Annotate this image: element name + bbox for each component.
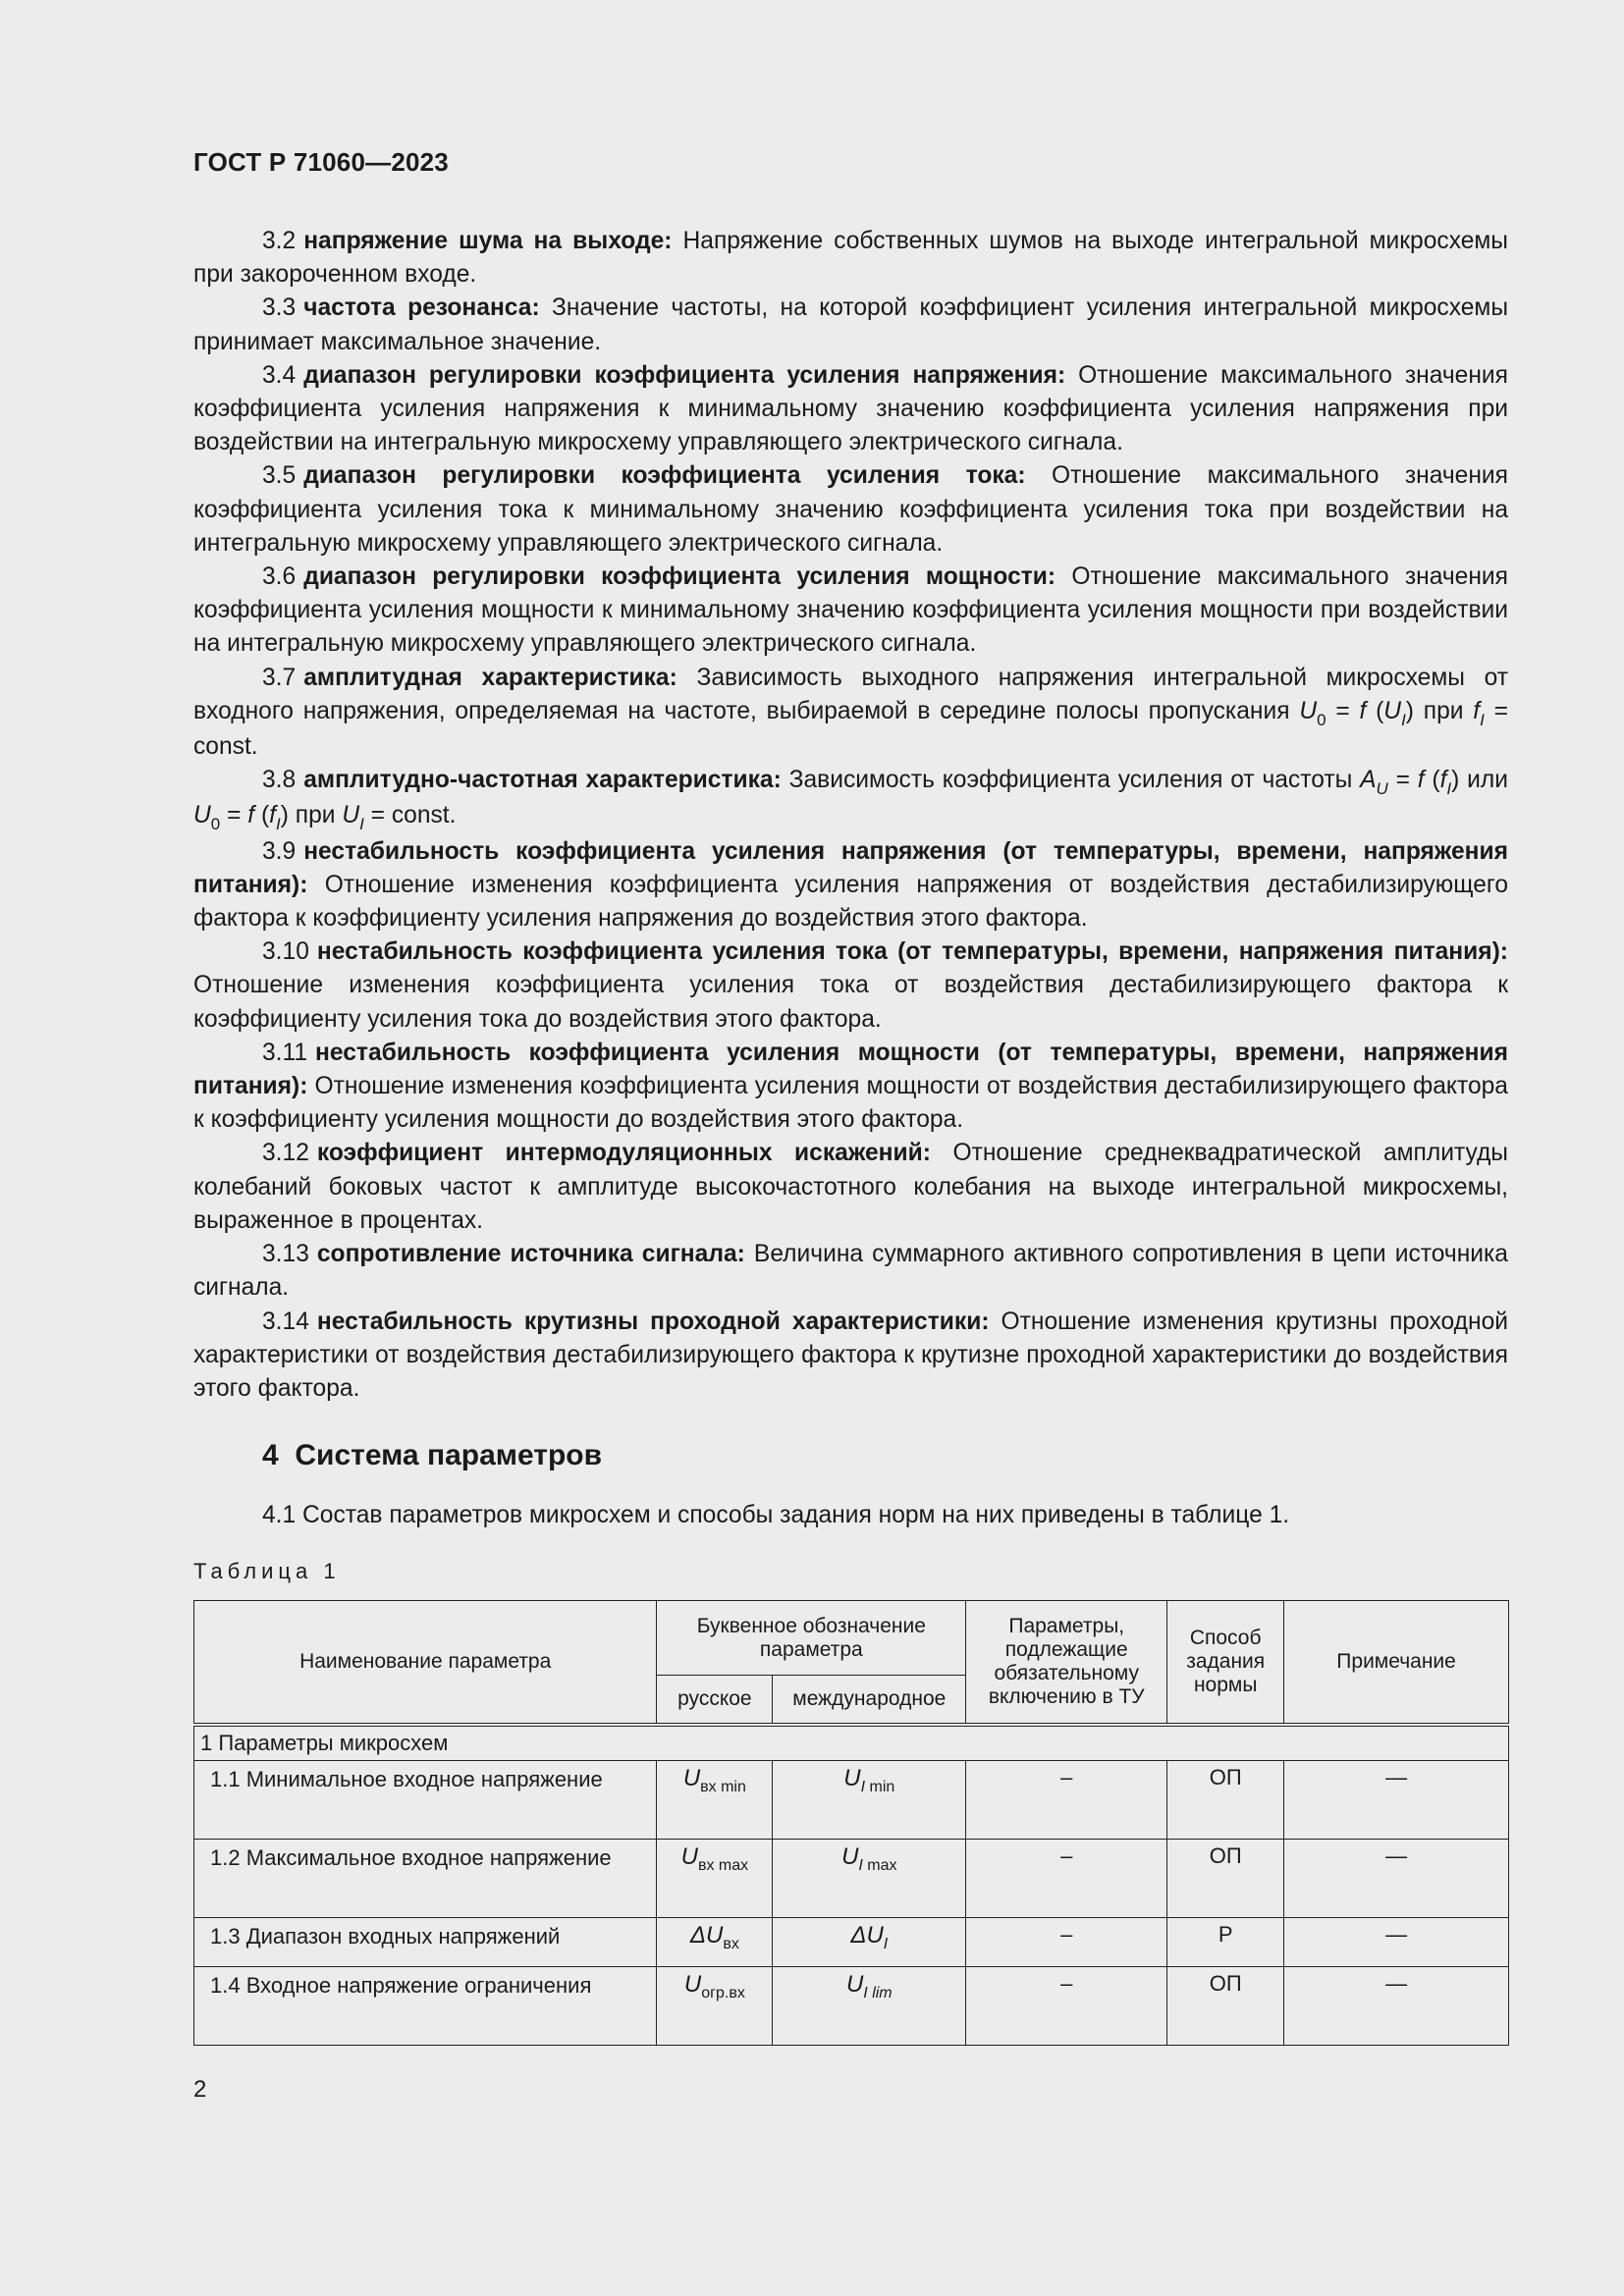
- header-intl: международное: [773, 1676, 966, 1726]
- header-note: Примечание: [1284, 1601, 1509, 1726]
- table-row: 1.2 Максимальное входное напряжение $U_{вх max}$ $U_{I max}$ – ОП —: [194, 1840, 1509, 1918]
- section-title-text: Система параметров: [295, 1439, 603, 1471]
- section-heading: [262, 1439, 602, 1472]
- definition-3-5: 3.5 диапазон регулировки коэффициента усиления тока: Отношение максимального значения коэффициента усиления тока к минимальному значению коэффициента усиления тока при воздействии на интегральную микросхему управляющего электрического сигнала.: [193, 462, 1508, 557]
- table-caption: Таблица 1: [193, 1559, 341, 1583]
- definition-3-11: 3.11 нестабильность коэффициента усиления мощности (от температуры, времени, напряжения питания): Отношение изменения коэффициента усиления мощности от воздействия дестабилизирующего фактора к коэффициенту усиления мощности до воздействия этого фактора.: [193, 1039, 1508, 1134]
- definition-3-7: 3.7 амплитудная характеристика: Зависимость выходного напряжения интегральной микросхемы от входного напряжения, определяемая на частоте, выбираемой в середине полосы пропускания $U_0 = f$ $(U_I)$ при $f_I$ = const.: [193, 664, 1509, 761]
- definition-3-9: 3.9 нестабильность коэффициента усиления напряжения (от температуры, времени, напряжения питания): Отношение изменения коэффициента усиления напряжения от воздействия дестабилизирующего фактора к коэффициенту усиления напряжения до воздействия этого фактора.: [193, 837, 1508, 933]
- definition-3-4: 3.4 диапазон регулировки коэффициента усиления напряжения: Отношение максимального значения коэффициента усиления напряжения к минимальному значению коэффициента усиления напряжения при воздействии на интегральную микросхему управляющего электрического сигнала.: [193, 361, 1508, 456]
- definition-3-12: 3.12 коэффициент интермодуляционных искажений: Отношение среднеквадратической амплитуды колебаний боковых частот к амплитуде высокочастотного колебания на выходе интегральной микросхемы, выраженное в процентах.: [193, 1140, 1508, 1234]
- header-name: Наименование параметра: [194, 1601, 657, 1726]
- section-intro: 4.1 Состав параметров микросхем и способы задания норм на них приведены в таблице 1.: [262, 1502, 1290, 1528]
- section-number: 4: [262, 1439, 279, 1471]
- definition-3-8: 3.8 амплитудно-частотная характеристика: Зависимость коэффициента усиления от частоты $A_U = f$ $(f_I)$ или $U_0 = f$ $(f_I)$ при $U_I$ = const.: [193, 767, 1508, 834]
- definitions-body: [193, 225, 1508, 1406]
- table-row: 1.1 Минимальное входное напряжение $U_{вх min}$ $U_{I min}$ – ОП —: [194, 1761, 1509, 1840]
- definition-3-6: 3.6 диапазон регулировки коэффициента усиления мощности: Отношение максимального значения коэффициента усиления мощности к минимальному значению коэффициента усиления мощности при воздействии на интегральную микросхему управляющего электрического сигнала.: [193, 563, 1508, 658]
- table-section-row: 1 Параметры микросхем: [194, 1725, 1509, 1761]
- definition-3-13: 3.13 сопротивление источника сигнала: Величина суммарного активного сопротивления в цепи источника сигнала.: [193, 1241, 1508, 1302]
- page-number: 2: [193, 2076, 207, 2103]
- definition-3-3: 3.3 частота резонанса: Значение частоты, на которой коэффициент усиления интегральной микросхемы принимает максимальное значение.: [193, 294, 1509, 355]
- table-row: 1.3 Диапазон входных напряжений $\Delta U_{вх}$ $\Delta U_I$ – Р —: [194, 1918, 1509, 1967]
- header-method: Способ задания нормы: [1167, 1601, 1284, 1726]
- definition-3-2: 3.2 напряжение шума на выходе: Напряжение собственных шумов на выходе интегральной микросхемы при закороченном входе.: [193, 228, 1508, 289]
- formula-3-7: $U_0 = f$ $(U_I)$ при $f_I$ = const.: [193, 697, 1509, 761]
- header-letter: Буквенное обозначение параметра: [657, 1601, 966, 1676]
- parameters-table: [193, 1600, 1509, 2046]
- definition-3-10: 3.10 нестабильность коэффициента усиления тока (от температуры, времени, напряжения питания): Отношение изменения коэффициента усиления тока от воздействия дестабилизирующего фактора к коэффициенту усиления тока до воздействия этого фактора.: [193, 938, 1508, 1033]
- formula-3-8: $A_U = f$ $(f_I)$ или $U_0 = f$ $(f_I)$ при $U_I$ = const.: [193, 767, 1508, 834]
- table-row: 1.4 Входное напряжение ограничения $U_{огр.вх}$ $U_{I lim}$ – ОП —: [194, 1967, 1509, 2046]
- definition-3-14: 3.14 нестабильность крутизны проходной характеристики: Отношение изменения крутизны проходной характеристики от воздействия дестабилизирующего фактора к крутизне проходной характеристики до воздействия этого фактора.: [193, 1308, 1508, 1402]
- header-ru: русское: [657, 1676, 773, 1726]
- header-tu: Параметры, подлежащие обязательному включению в ТУ: [966, 1601, 1167, 1726]
- document-header: ГОСТ Р 71060—2023: [193, 147, 449, 177]
